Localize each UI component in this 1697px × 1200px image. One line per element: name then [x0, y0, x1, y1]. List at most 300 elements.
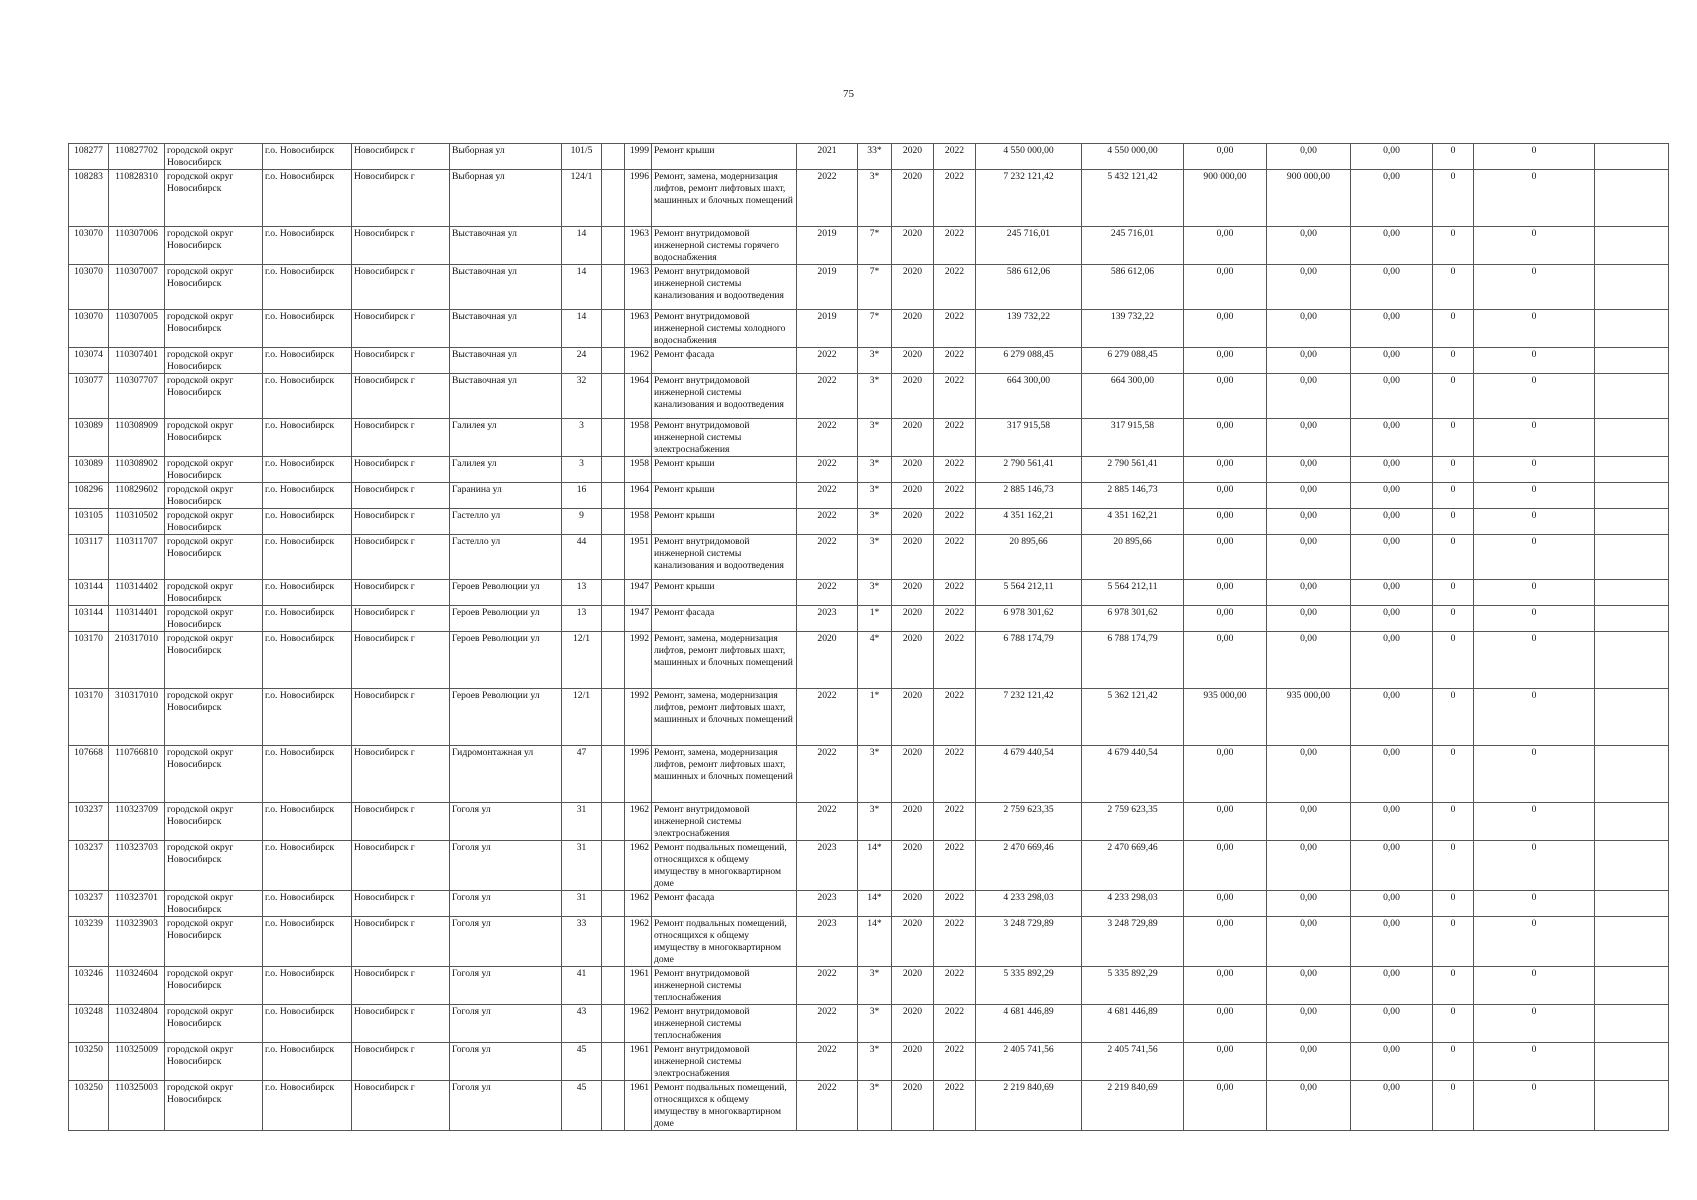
row-basis: 3*: [858, 1081, 892, 1131]
row-count-b: 0: [1474, 1043, 1595, 1081]
row-year-built: 1996: [625, 170, 652, 227]
row-year-built: 1962: [625, 348, 652, 374]
row-cost-a: 0,00: [1184, 632, 1267, 689]
row-building: [602, 227, 625, 265]
row-end-year: 2022: [934, 917, 976, 967]
row-note: [1595, 535, 1669, 580]
row-municipality: г.о. Новосибирск: [263, 348, 352, 374]
table-row: [69, 803, 1669, 841]
row-street: Гоголя ул: [450, 803, 562, 841]
row-count-b: 0: [1474, 509, 1595, 535]
row-start-year: 2020: [892, 374, 934, 419]
row-code: 110323903: [109, 917, 165, 967]
row-start-year: 2020: [892, 1005, 934, 1043]
row-cost-c: 0,00: [1351, 606, 1433, 632]
row-count-b: 0: [1474, 917, 1595, 967]
row-cost-c: 0,00: [1351, 227, 1433, 265]
row-id: 103144: [69, 606, 109, 632]
row-count-a: 0: [1433, 1043, 1474, 1081]
row-district: городской округ Новосибирск: [165, 580, 263, 606]
row-cost-a: 0,00: [1184, 374, 1267, 419]
row-street: Героев Революции ул: [450, 689, 562, 746]
row-count-b: 0: [1474, 746, 1595, 803]
table-row: [69, 1005, 1669, 1043]
row-municipality: г.о. Новосибирск: [263, 891, 352, 917]
row-district: городской округ Новосибирск: [165, 265, 263, 310]
row-building: [602, 348, 625, 374]
row-year-built: 1958: [625, 509, 652, 535]
row-end-year: 2022: [934, 891, 976, 917]
row-work-type: Ремонт внутридомовой инженерной системы теплоснабжения: [652, 967, 797, 1005]
row-end-year: 2022: [934, 580, 976, 606]
row-plan-year: 2023: [797, 606, 858, 632]
row-locality: Новосибирск г: [352, 535, 450, 580]
row-id: 103246: [69, 967, 109, 1005]
table-row: [69, 227, 1669, 265]
table-row: [69, 1043, 1669, 1081]
row-plan-year: 2022: [797, 535, 858, 580]
row-id: 107668: [69, 746, 109, 803]
row-count-a: 0: [1433, 803, 1474, 841]
row-locality: Новосибирск г: [352, 1005, 450, 1043]
table-row: [69, 170, 1669, 227]
row-code: 110323709: [109, 803, 165, 841]
row-work-type: Ремонт фасада: [652, 606, 797, 632]
row-year-built: 1963: [625, 227, 652, 265]
row-start-year: 2020: [892, 841, 934, 891]
row-cost-c: 0,00: [1351, 265, 1433, 310]
row-count-a: 0: [1433, 1081, 1474, 1131]
row-cost-b: 0,00: [1267, 144, 1351, 170]
row-year-built: 1951: [625, 535, 652, 580]
row-total-cost: 6 788 174,79: [976, 632, 1082, 689]
row-fund-cost: 6 788 174,79: [1082, 632, 1184, 689]
row-municipality: г.о. Новосибирск: [263, 917, 352, 967]
row-work-type: Ремонт внутридомовой инженерной системы электроснабжения: [652, 803, 797, 841]
row-plan-year: 2019: [797, 265, 858, 310]
row-locality: Новосибирск г: [352, 483, 450, 509]
row-code: 110307005: [109, 310, 165, 348]
row-house: 3: [562, 419, 602, 457]
row-id: 103248: [69, 1005, 109, 1043]
row-year-built: 1962: [625, 891, 652, 917]
row-district: городской округ Новосибирск: [165, 457, 263, 483]
row-total-cost: 7 232 121,42: [976, 689, 1082, 746]
row-cost-a: 0,00: [1184, 483, 1267, 509]
row-cost-c: 0,00: [1351, 419, 1433, 457]
row-count-a: 0: [1433, 746, 1474, 803]
row-start-year: 2020: [892, 535, 934, 580]
row-cost-b: 0,00: [1267, 1043, 1351, 1081]
row-municipality: г.о. Новосибирск: [263, 170, 352, 227]
row-plan-year: 2023: [797, 841, 858, 891]
row-id: 103070: [69, 310, 109, 348]
row-cost-a: 0,00: [1184, 917, 1267, 967]
row-note: [1595, 891, 1669, 917]
row-end-year: 2022: [934, 1005, 976, 1043]
row-count-b: 0: [1474, 227, 1595, 265]
row-building: [602, 419, 625, 457]
row-code: 110829602: [109, 483, 165, 509]
row-work-type: Ремонт фасада: [652, 348, 797, 374]
row-fund-cost: 2 470 669,46: [1082, 841, 1184, 891]
row-start-year: 2020: [892, 509, 934, 535]
row-note: [1595, 348, 1669, 374]
table-row: [69, 746, 1669, 803]
row-fund-cost: 4 681 446,89: [1082, 1005, 1184, 1043]
row-count-a: 0: [1433, 967, 1474, 1005]
row-house: 47: [562, 746, 602, 803]
row-count-b: 0: [1474, 374, 1595, 419]
row-note: [1595, 967, 1669, 1005]
row-street: Галилея ул: [450, 419, 562, 457]
row-count-b: 0: [1474, 606, 1595, 632]
row-end-year: 2022: [934, 1043, 976, 1081]
row-municipality: г.о. Новосибирск: [263, 841, 352, 891]
row-building: [602, 632, 625, 689]
row-fund-cost: 3 248 729,89: [1082, 917, 1184, 967]
row-note: [1595, 803, 1669, 841]
row-total-cost: 317 915,58: [976, 419, 1082, 457]
row-count-a: 0: [1433, 891, 1474, 917]
row-total-cost: 3 248 729,89: [976, 917, 1082, 967]
row-count-a: 0: [1433, 1005, 1474, 1043]
row-locality: Новосибирск г: [352, 632, 450, 689]
row-municipality: г.о. Новосибирск: [263, 310, 352, 348]
row-district: городской округ Новосибирск: [165, 917, 263, 967]
row-count-b: 0: [1474, 967, 1595, 1005]
row-code: 110307707: [109, 374, 165, 419]
row-building: [602, 803, 625, 841]
row-building: [602, 310, 625, 348]
row-plan-year: 2022: [797, 419, 858, 457]
row-municipality: г.о. Новосибирск: [263, 1043, 352, 1081]
table-row: [69, 632, 1669, 689]
row-fund-cost: 4 233 298,03: [1082, 891, 1184, 917]
row-start-year: 2020: [892, 144, 934, 170]
row-cost-c: 0,00: [1351, 483, 1433, 509]
row-cost-a: 0,00: [1184, 841, 1267, 891]
row-fund-cost: 20 895,66: [1082, 535, 1184, 580]
row-total-cost: 2 405 741,56: [976, 1043, 1082, 1081]
row-building: [602, 967, 625, 1005]
row-id: 103170: [69, 689, 109, 746]
row-cost-b: 0,00: [1267, 1005, 1351, 1043]
row-cost-b: 0,00: [1267, 457, 1351, 483]
row-cost-b: 900 000,00: [1267, 170, 1351, 227]
row-count-a: 0: [1433, 374, 1474, 419]
row-municipality: г.о. Новосибирск: [263, 689, 352, 746]
row-count-a: 0: [1433, 144, 1474, 170]
row-code: 110314402: [109, 580, 165, 606]
row-house: 9: [562, 509, 602, 535]
row-fund-cost: 586 612,06: [1082, 265, 1184, 310]
table-row: [69, 457, 1669, 483]
row-work-type: Ремонт внутридомовой инженерной системы электроснабжения: [652, 1043, 797, 1081]
row-total-cost: 2 470 669,46: [976, 841, 1082, 891]
row-note: [1595, 606, 1669, 632]
row-id: 103170: [69, 632, 109, 689]
row-house: 31: [562, 841, 602, 891]
row-code: 110314401: [109, 606, 165, 632]
row-total-cost: 2 759 623,35: [976, 803, 1082, 841]
row-year-built: 1947: [625, 580, 652, 606]
row-house: 12/1: [562, 689, 602, 746]
row-plan-year: 2022: [797, 803, 858, 841]
row-plan-year: 2022: [797, 580, 858, 606]
row-year-built: 1996: [625, 746, 652, 803]
row-cost-a: 0,00: [1184, 746, 1267, 803]
row-municipality: г.о. Новосибирск: [263, 419, 352, 457]
row-building: [602, 606, 625, 632]
row-end-year: 2022: [934, 374, 976, 419]
row-street: Гоголя ул: [450, 917, 562, 967]
row-start-year: 2020: [892, 803, 934, 841]
row-code: 110323701: [109, 891, 165, 917]
row-id: 103144: [69, 580, 109, 606]
row-count-b: 0: [1474, 803, 1595, 841]
row-id: 103239: [69, 917, 109, 967]
row-cost-c: 0,00: [1351, 891, 1433, 917]
row-note: [1595, 265, 1669, 310]
row-cost-c: 0,00: [1351, 967, 1433, 1005]
row-note: [1595, 483, 1669, 509]
row-plan-year: 2023: [797, 917, 858, 967]
row-fund-cost: 2 790 561,41: [1082, 457, 1184, 483]
row-basis: 3*: [858, 580, 892, 606]
row-street: Выборная ул: [450, 170, 562, 227]
row-basis: 14*: [858, 891, 892, 917]
row-district: городской округ Новосибирск: [165, 1005, 263, 1043]
row-building: [602, 891, 625, 917]
row-cost-b: 0,00: [1267, 227, 1351, 265]
row-street: Гидромонтажная ул: [450, 746, 562, 803]
row-district: городской округ Новосибирск: [165, 310, 263, 348]
row-end-year: 2022: [934, 632, 976, 689]
row-locality: Новосибирск г: [352, 746, 450, 803]
row-locality: Новосибирск г: [352, 917, 450, 967]
row-cost-a: 900 000,00: [1184, 170, 1267, 227]
row-cost-b: 0,00: [1267, 265, 1351, 310]
row-total-cost: 7 232 121,42: [976, 170, 1082, 227]
row-work-type: Ремонт внутридомовой инженерной системы канализования и водоотведения: [652, 535, 797, 580]
row-plan-year: 2022: [797, 967, 858, 1005]
row-street: Гоголя ул: [450, 1005, 562, 1043]
row-house: 31: [562, 803, 602, 841]
row-cost-c: 0,00: [1351, 1005, 1433, 1043]
row-code: 110325003: [109, 1081, 165, 1131]
table-row: [69, 535, 1669, 580]
row-count-b: 0: [1474, 580, 1595, 606]
table-row: [69, 265, 1669, 310]
row-total-cost: 6 978 301,62: [976, 606, 1082, 632]
row-id: 103237: [69, 891, 109, 917]
row-cost-a: 0,00: [1184, 227, 1267, 265]
row-municipality: г.о. Новосибирск: [263, 606, 352, 632]
row-note: [1595, 746, 1669, 803]
row-building: [602, 535, 625, 580]
row-id: 108296: [69, 483, 109, 509]
table-row: [69, 891, 1669, 917]
row-end-year: 2022: [934, 509, 976, 535]
row-work-type: Ремонт внутридомовой инженерной системы горячего водоснабжения: [652, 227, 797, 265]
row-building: [602, 170, 625, 227]
row-building: [602, 457, 625, 483]
row-id: 103070: [69, 265, 109, 310]
row-count-a: 0: [1433, 535, 1474, 580]
row-count-a: 0: [1433, 170, 1474, 227]
row-house: 14: [562, 310, 602, 348]
row-cost-c: 0,00: [1351, 803, 1433, 841]
row-code: 110307007: [109, 265, 165, 310]
row-year-built: 1961: [625, 1043, 652, 1081]
row-street: Выставочная ул: [450, 374, 562, 419]
row-cost-c: 0,00: [1351, 841, 1433, 891]
row-work-type: Ремонт крыши: [652, 580, 797, 606]
row-year-built: 1961: [625, 967, 652, 1005]
row-house: 44: [562, 535, 602, 580]
row-cost-c: 0,00: [1351, 348, 1433, 374]
row-municipality: г.о. Новосибирск: [263, 1005, 352, 1043]
row-cost-a: 0,00: [1184, 348, 1267, 374]
row-cost-b: 0,00: [1267, 419, 1351, 457]
row-building: [602, 1005, 625, 1043]
row-cost-a: 0,00: [1184, 535, 1267, 580]
row-id: 103089: [69, 419, 109, 457]
row-locality: Новосибирск г: [352, 967, 450, 1005]
row-fund-cost: 5 432 121,42: [1082, 170, 1184, 227]
row-fund-cost: 2 885 146,73: [1082, 483, 1184, 509]
row-municipality: г.о. Новосибирск: [263, 374, 352, 419]
table-row: [69, 310, 1669, 348]
row-code: 110308909: [109, 419, 165, 457]
row-count-a: 0: [1433, 632, 1474, 689]
row-total-cost: 20 895,66: [976, 535, 1082, 580]
row-total-cost: 4 550 000,00: [976, 144, 1082, 170]
row-locality: Новосибирск г: [352, 227, 450, 265]
row-work-type: Ремонт подвальных помещений, относящихся к общему имуществу в многоквартирном доме: [652, 1081, 797, 1131]
row-note: [1595, 917, 1669, 967]
row-cost-b: 0,00: [1267, 632, 1351, 689]
row-total-cost: 245 716,01: [976, 227, 1082, 265]
row-fund-cost: 5 335 892,29: [1082, 967, 1184, 1005]
row-end-year: 2022: [934, 967, 976, 1005]
row-cost-b: 0,00: [1267, 310, 1351, 348]
row-cost-a: 0,00: [1184, 803, 1267, 841]
row-basis: 7*: [858, 227, 892, 265]
row-note: [1595, 144, 1669, 170]
row-fund-cost: 4 550 000,00: [1082, 144, 1184, 170]
row-fund-cost: 4 351 162,21: [1082, 509, 1184, 535]
row-municipality: г.о. Новосибирск: [263, 746, 352, 803]
row-basis: 3*: [858, 457, 892, 483]
row-district: городской округ Новосибирск: [165, 374, 263, 419]
row-count-a: 0: [1433, 917, 1474, 967]
row-total-cost: 6 279 088,45: [976, 348, 1082, 374]
row-work-type: Ремонт, замена, модернизация лифтов, ремонт лифтовых шахт, машинных и блочных помещений: [652, 632, 797, 689]
row-total-cost: 4 679 440,54: [976, 746, 1082, 803]
row-cost-b: 0,00: [1267, 535, 1351, 580]
row-municipality: г.о. Новосибирск: [263, 535, 352, 580]
row-plan-year: 2019: [797, 227, 858, 265]
row-fund-cost: 139 732,22: [1082, 310, 1184, 348]
row-building: [602, 580, 625, 606]
row-cost-b: 0,00: [1267, 374, 1351, 419]
row-basis: 3*: [858, 967, 892, 1005]
row-house: 13: [562, 580, 602, 606]
repair-program-table: [68, 143, 1669, 1131]
row-cost-c: 0,00: [1351, 689, 1433, 746]
table-row: [69, 509, 1669, 535]
row-start-year: 2020: [892, 419, 934, 457]
row-cost-a: 0,00: [1184, 457, 1267, 483]
row-house: 24: [562, 348, 602, 374]
row-start-year: 2020: [892, 606, 934, 632]
row-plan-year: 2022: [797, 1043, 858, 1081]
row-year-built: 1962: [625, 917, 652, 967]
row-cost-a: 0,00: [1184, 509, 1267, 535]
row-basis: 3*: [858, 1005, 892, 1043]
row-count-b: 0: [1474, 1081, 1595, 1131]
row-total-cost: 139 732,22: [976, 310, 1082, 348]
row-street: Гоголя ул: [450, 1043, 562, 1081]
row-work-type: Ремонт, замена, модернизация лифтов, ремонт лифтовых шахт, машинных и блочных помещений: [652, 746, 797, 803]
row-total-cost: 664 300,00: [976, 374, 1082, 419]
row-basis: 3*: [858, 170, 892, 227]
row-cost-c: 0,00: [1351, 1081, 1433, 1131]
row-municipality: г.о. Новосибирск: [263, 1081, 352, 1131]
row-locality: Новосибирск г: [352, 803, 450, 841]
row-street: Гоголя ул: [450, 841, 562, 891]
row-start-year: 2020: [892, 1043, 934, 1081]
row-cost-c: 0,00: [1351, 144, 1433, 170]
row-basis: 3*: [858, 419, 892, 457]
row-count-b: 0: [1474, 348, 1595, 374]
row-note: [1595, 509, 1669, 535]
row-year-built: 1947: [625, 606, 652, 632]
row-end-year: 2022: [934, 803, 976, 841]
row-fund-cost: 2 405 741,56: [1082, 1043, 1184, 1081]
row-note: [1595, 457, 1669, 483]
row-locality: Новосибирск г: [352, 419, 450, 457]
row-start-year: 2020: [892, 917, 934, 967]
row-work-type: Ремонт внутридомовой инженерной системы электроснабжения: [652, 419, 797, 457]
row-street: Выставочная ул: [450, 265, 562, 310]
row-year-built: 1964: [625, 483, 652, 509]
row-house: 33: [562, 917, 602, 967]
row-locality: Новосибирск г: [352, 606, 450, 632]
row-start-year: 2020: [892, 310, 934, 348]
row-street: Героев Революции ул: [450, 606, 562, 632]
row-code: 110827702: [109, 144, 165, 170]
row-building: [602, 917, 625, 967]
row-count-b: 0: [1474, 419, 1595, 457]
row-fund-cost: 4 679 440,54: [1082, 746, 1184, 803]
row-start-year: 2020: [892, 967, 934, 1005]
row-basis: 14*: [858, 841, 892, 891]
row-id: 103077: [69, 374, 109, 419]
row-cost-a: 0,00: [1184, 580, 1267, 606]
row-cost-a: 935 000,00: [1184, 689, 1267, 746]
row-start-year: 2020: [892, 689, 934, 746]
row-plan-year: 2021: [797, 144, 858, 170]
row-plan-year: 2022: [797, 1081, 858, 1131]
row-note: [1595, 170, 1669, 227]
row-cost-b: 0,00: [1267, 803, 1351, 841]
row-building: [602, 374, 625, 419]
row-total-cost: 5 335 892,29: [976, 967, 1082, 1005]
row-total-cost: 2 885 146,73: [976, 483, 1082, 509]
